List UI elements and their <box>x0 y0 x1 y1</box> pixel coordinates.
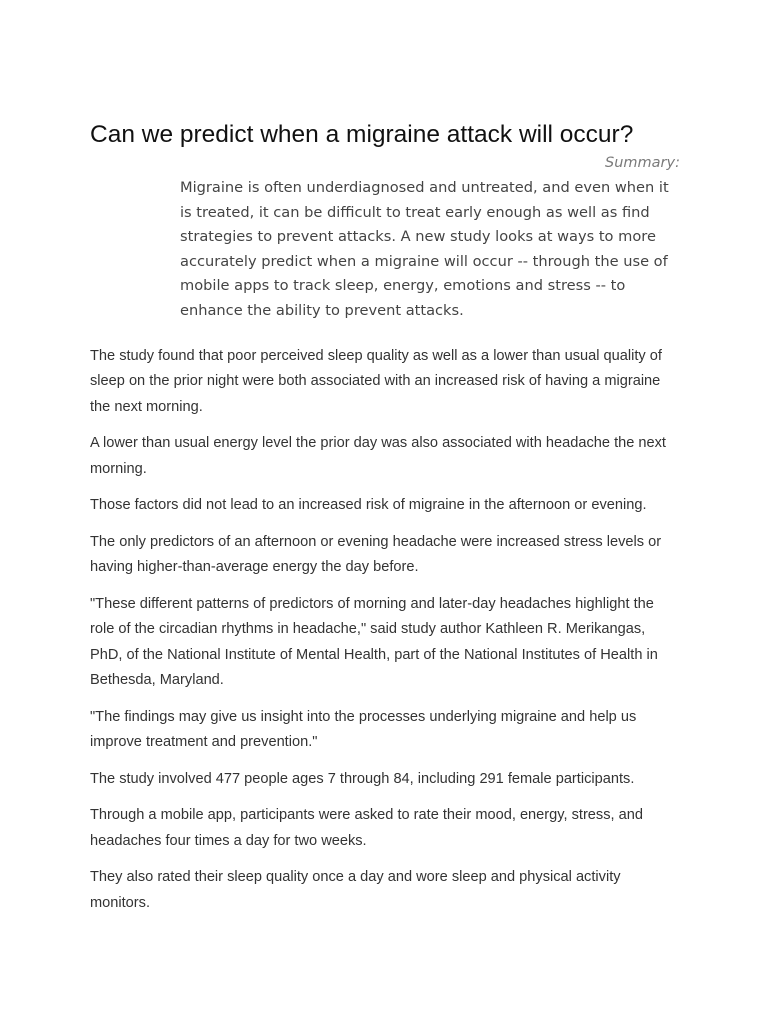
paragraph: The only predictors of an afternoon or evening headache were increased stress levels or having higher-than-average energy the day before. <box>90 533 662 576</box>
summary-text: Migraine is often underdiagnosed and untreated, and even when it is treated, it can be difficult to treat early enough as well as find strategies to prevent attacks. A new study looks at ways to more accurately predict when a migraine will occur -- through the use of mobile apps to track sleep, energy, emotions and stress -- to enhance the ability to prevent attacks. <box>180 179 669 319</box>
article-title: Can we predict when a migraine attack will occur? <box>90 121 634 148</box>
article-body <box>90 344 680 917</box>
paragraph: The study found that poor perceived sleep quality as well as a lower than usual quality of sleep on the prior night were both associated with an increased risk of having a migraine the next morning. <box>90 347 662 415</box>
summary-label: Summary: <box>605 155 680 171</box>
article <box>90 118 680 927</box>
paragraph: "The findings may give us insight into the processes underlying migraine and help us improve treatment and prevention." <box>90 708 637 751</box>
paragraph: Through a mobile app, participants were asked to rate their mood, energy, stress, and headaches four times a day for two weeks. <box>90 807 643 849</box>
paragraph: Those factors did not lead to an increased risk of migraine in the afternoon or evening. <box>90 497 647 514</box>
paragraph: The study involved 477 people ages 7 through 84, including 291 female participants. <box>90 770 635 787</box>
paragraph: A lower than usual energy level the prior day was also associated with headache the next morning. <box>90 435 666 477</box>
paragraph: They also rated their sleep quality once a day and wore sleep and physical activity monitors. <box>90 869 621 911</box>
paragraph: "These different patterns of predictors of morning and later-day headaches highlight the role of the circadian rhythms in headache," said study author Kathleen R. Merikangas, PhD, of the National Institute of Mental Health, part of the National Institutes of Health in Bethesda, Maryland. <box>90 595 658 689</box>
